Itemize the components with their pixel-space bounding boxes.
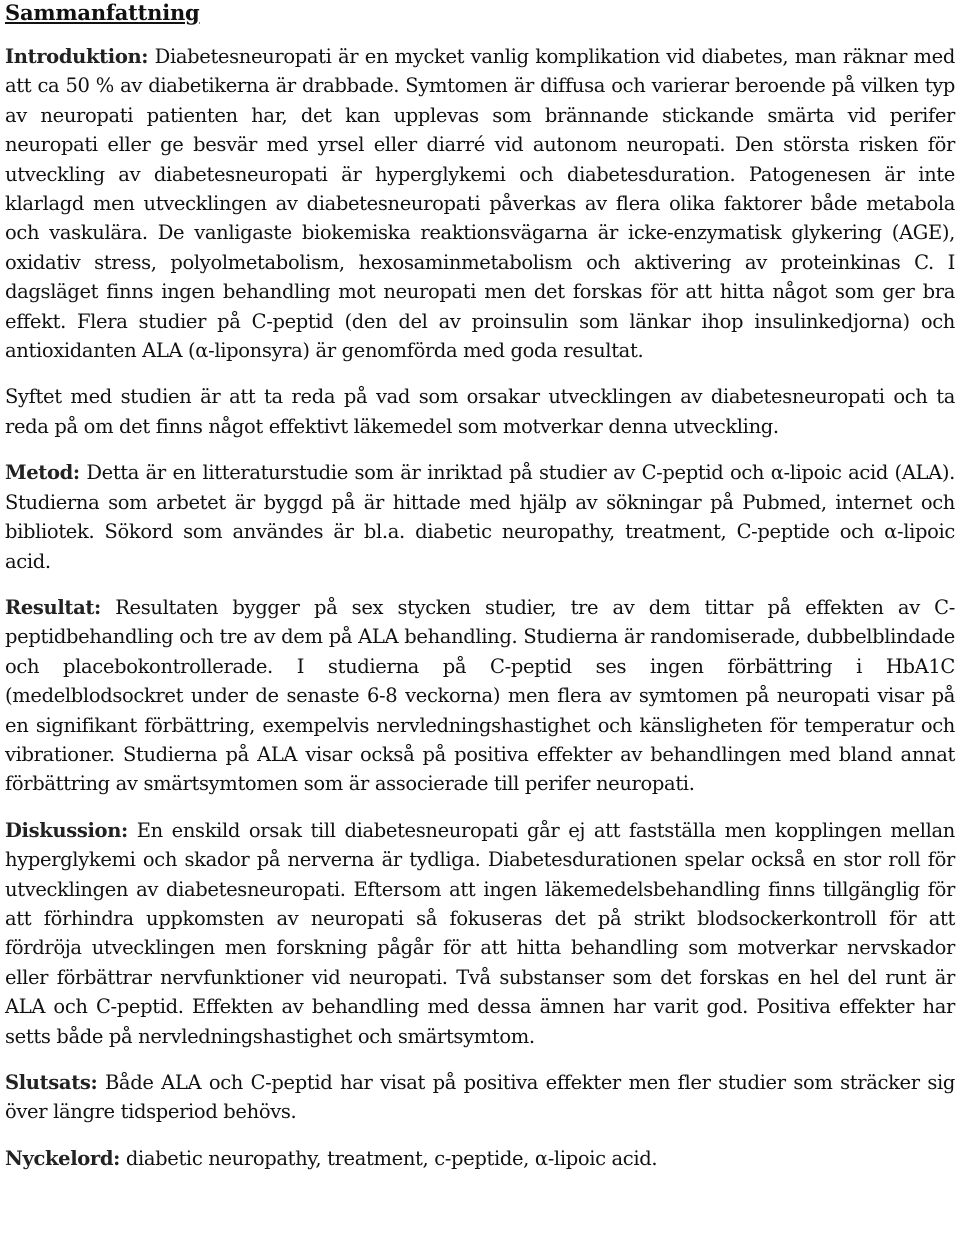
conclusion-paragraph xyxy=(5,1068,955,1127)
keywords-paragraph xyxy=(5,1144,955,1173)
aim-text: Syftet med studien är att ta reda på vad som orsakar utvecklingen av diabetesneuropati och ta reda på om det finns något effektivt läkemedel som motverkar denna utveckling. xyxy=(5,385,955,438)
conclusion-label: Slutsats: xyxy=(5,1071,98,1094)
discussion-paragraph xyxy=(5,816,955,1051)
keywords-label: Nyckelord: xyxy=(5,1146,120,1170)
method-paragraph xyxy=(5,458,955,576)
method-label: Metod: xyxy=(5,461,80,485)
aim-paragraph xyxy=(5,382,955,441)
page-title: Sammanfattning xyxy=(5,0,200,25)
results-text: Resultaten bygger på sex stycken studier, tre av dem tittar på effekten av C-peptidbehandling och tre av dem på ALA behandling. Studierna är randomiserade, dubbelblindade och placebokontrollerade. I studierna på C-peptid ses ingen förbättring i HbA1C (medelblodsockret under de senaste 6-8 veckorna) men flera av symtomen på neuropati visar på en signifikant förbättring, exempelvis nervledningshastighet och känsligheten för temperatur och vibrationer. Studierna på ALA visar också på positiva effekter av behandlingen med bland annat förbättring av smärtsymtomen som är associerade till perifer neuropati. xyxy=(5,595,955,796)
introduction-text: Diabetesneuropati är en mycket vanlig komplikation vid diabetes, man räknar med att ca 50 % av diabetikerna är drabbade. Symtomen är diffusa och varierar beroende på vilken typ av neuropati patienten har, det kan upplevas som brännande stickande smärta vid perifer neuropati eller ge besvär med yrsel eller diarré vid autonom neuropati. Den största risken för utveckling av diabetesneuropati är hyperglykemi och diabetesduration. Patogenesen är inte klarlagd men utvecklingen av diabetesneuropati påverkas av flera olika faktorer både metabola och vaskulära. De vanligaste biokemiska reaktionsvägarna är icke-enzymatisk glykering (AGE), oxidativ stress, polyolmetabolism, hexosaminmetabolism och aktivering av proteinkinas C. I dagsläget finns ingen behandling mot neuropati men det forskas för att hitta något som ger bra effekt. Flera studier på C-peptid (den del av proinsulin som länkar ihop insulinkedjorna) och antioxidanten ALA (α-liponsyra) är genomförda med goda resultat. xyxy=(5,45,955,363)
conclusion-text: Både ALA och C-peptid har visat på positiva effekter men fler studier som sträcker sig över längre tidsperiod behövs. xyxy=(5,1071,955,1124)
method-text: Detta är en litteraturstudie som är inriktad på studier av C-peptid och α-lipoic acid (ALA). Studierna som arbetet är byggd på är hittade med hjälp av sökningar på Pubmed, internet och bibliotek. Sökord som användes är bl.a. diabetic neuropathy, treatment, C-peptide och α-lipoic acid. xyxy=(5,461,955,573)
results-paragraph xyxy=(5,593,955,799)
introduction-label: Introduktion: xyxy=(5,45,149,68)
results-label: Resultat: xyxy=(5,595,101,619)
keywords-text: diabetic neuropathy, treatment, c-peptide, α-lipoic acid. xyxy=(125,1146,658,1170)
discussion-label: Diskussion: xyxy=(5,818,128,842)
discussion-text: En enskild orsak till diabetesneuropati går ej att fastställa men kopplingen mellan hyperglykemi och skador på nerverna är tydliga. Diabetesdurationen spelar också en stor roll för utvecklingen av diabetesneuropati. Eftersom att ingen läkemedelsbehandling finns tillgänglig för att förhindra uppkomsten av neuropati så fokuseras det på strikt blodsockerkontroll för att fördröja utvecklingen men forskning pågår för att hitta behandling som motverkar nervskador eller förbättrar nervfunktioner vid neuropati. Två substanser som det forskas en hel del runt är ALA och C-peptid. Effekten av behandling med dessa ämnen har varit god. Positiva effekter har setts både på nervledningshastighet och smärtsymtom. xyxy=(5,818,955,1048)
introduction-paragraph xyxy=(5,42,955,365)
